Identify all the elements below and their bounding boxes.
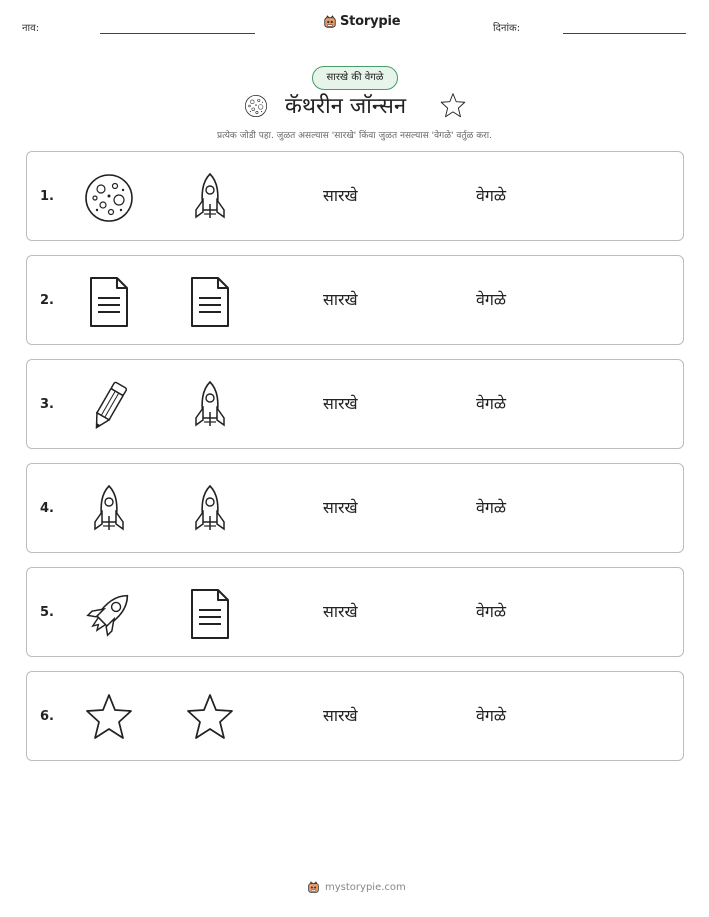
- document-icon: [81, 274, 137, 330]
- question-number: 5.: [40, 605, 54, 620]
- rocket-icon: [182, 378, 238, 434]
- question-number: 6.: [40, 709, 54, 724]
- page-title: कॅथरीन जॉन्सन: [285, 94, 407, 119]
- storypie-mascot-icon: [323, 15, 337, 29]
- question-row-5: [26, 567, 684, 657]
- question-number: 3.: [40, 397, 54, 412]
- moon-icon: [81, 170, 137, 226]
- brand-name: Storypie: [340, 14, 401, 29]
- same-option[interactable]: सारखे: [323, 290, 358, 309]
- rocket-icon: [182, 482, 238, 538]
- star-icon: [438, 91, 468, 121]
- storypie-mascot-icon: [307, 881, 320, 894]
- brand-logo: [323, 14, 400, 29]
- date-line[interactable]: [563, 33, 686, 34]
- different-option[interactable]: वेगळे: [476, 602, 507, 621]
- date-label: दिनांक:: [493, 23, 521, 34]
- same-option[interactable]: सारखे: [323, 186, 358, 205]
- category-badge: सारखे की वेगळे: [312, 66, 398, 90]
- rocket-icon: [182, 170, 238, 226]
- question-number: 1.: [40, 189, 54, 204]
- question-row-6: [26, 671, 684, 761]
- different-option[interactable]: वेगळे: [476, 706, 507, 725]
- question-number: 2.: [40, 293, 54, 308]
- different-option[interactable]: वेगळे: [476, 394, 507, 413]
- rocket-flying-icon: [81, 586, 137, 642]
- instructions: प्रत्येक जोडी पहा. जुळत असल्यास 'सारखे' किंवा जुळत नसल्यास 'वेगळे' वर्तुळ करा.: [216, 131, 492, 141]
- question-number: 4.: [40, 501, 54, 516]
- question-row-3: [26, 359, 684, 449]
- same-option[interactable]: सारखे: [323, 394, 358, 413]
- document-icon: [182, 586, 238, 642]
- name-line[interactable]: [100, 33, 255, 34]
- question-row-2: [26, 255, 684, 345]
- star-icon: [81, 690, 137, 746]
- question-row-1: [26, 151, 684, 241]
- star-icon: [182, 690, 238, 746]
- same-option[interactable]: सारखे: [323, 498, 358, 517]
- same-option[interactable]: सारखे: [323, 602, 358, 621]
- different-option[interactable]: वेगळे: [476, 290, 507, 309]
- document-icon: [182, 274, 238, 330]
- footer: [307, 881, 406, 894]
- question-row-4: [26, 463, 684, 553]
- pencil-icon: [81, 378, 137, 434]
- rocket-icon: [81, 482, 137, 538]
- footer-url[interactable]: mystorypie.com: [325, 882, 406, 893]
- different-option[interactable]: वेगळे: [476, 186, 507, 205]
- name-label: नाव:: [22, 23, 40, 34]
- same-option[interactable]: सारखे: [323, 706, 358, 725]
- different-option[interactable]: वेगळे: [476, 498, 507, 517]
- moon-icon: [243, 93, 269, 119]
